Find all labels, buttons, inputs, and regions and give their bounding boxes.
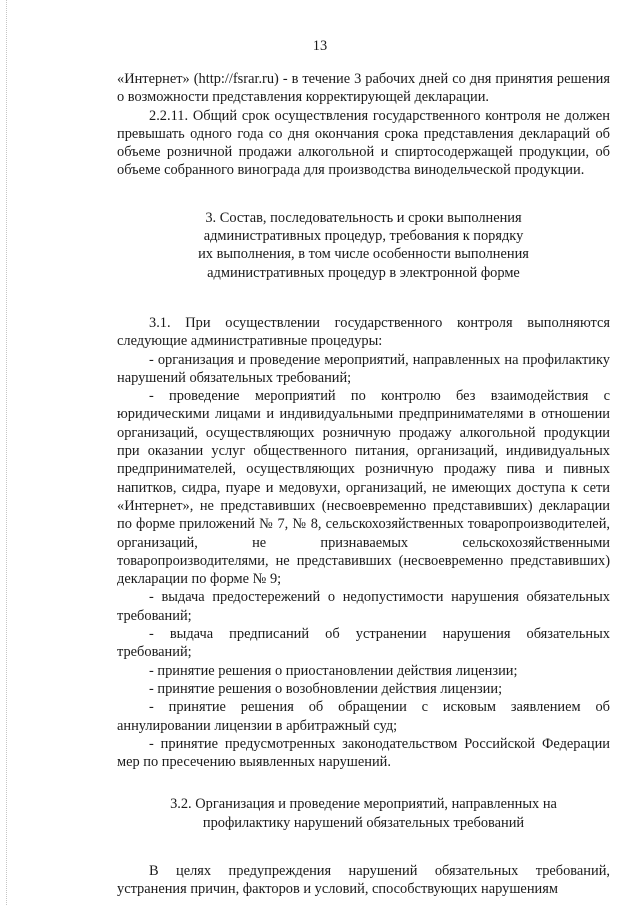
list-item: - выдача предостережений о недопустимости нарушения обязательных требований; bbox=[117, 589, 610, 624]
heading-line: их выполнения, в том числе особенности выполнения bbox=[198, 246, 529, 263]
scan-edge bbox=[6, 0, 7, 905]
heading-line: административных процедур в электронной форме bbox=[207, 264, 520, 281]
list-item: - принятие решения об обращении с исковым заявлением об аннулировании лицензии в арбитражный суд; bbox=[117, 699, 610, 734]
section-3-heading bbox=[117, 209, 610, 282]
list-item: - организация и проведение мероприятий, направленных на профилактику нарушений обязательных требований; bbox=[117, 351, 610, 386]
document-body bbox=[117, 70, 610, 899]
section-3-2-heading bbox=[117, 795, 610, 832]
list-item: - выдача предписаний об устранении нарушения обязательных требований; bbox=[117, 626, 610, 661]
list-item: - принятие предусмотренных законодательством Российской Федерации мер по пресечению выявленных нарушений. bbox=[117, 735, 610, 771]
procedures-list bbox=[117, 351, 610, 772]
paragraph-3-2-body: В целях предупреждения нарушений обязательных требований, устранения причин, факторов и условий, способствующих нарушениям bbox=[117, 862, 610, 898]
list-item: - принятие решения о возобновлении действия лицензии; bbox=[149, 680, 503, 697]
heading-line: 3.2. Организация и проведение мероприятий, направленных на bbox=[170, 796, 557, 813]
paragraph-3-1-intro: 3.1. При осуществлении государственного контроля выполняются следующие административные процедуры: bbox=[117, 314, 610, 350]
paragraph-continuation: «Интернет» (http://fsrar.ru) - в течение 3 рабочих дней со дня принятия решения о возможности представления корректирующей декларации. bbox=[117, 71, 610, 106]
list-item: - принятие решения о приостановлении действия лицензии; bbox=[149, 662, 518, 679]
heading-line: 3. Состав, последовательность и сроки выполнения bbox=[205, 209, 522, 226]
heading-line: профилактику нарушений обязательных требований bbox=[202, 814, 525, 831]
heading-line: административных процедур, требования к порядку bbox=[203, 228, 524, 245]
paragraph-2-2-11: 2.2.11. Общий срок осуществления государственного контроля не должен превышать одного года со дня окончания срока представления деклараций об объеме розничной продажи алкогольной и спиртосодержащей продукции, об объеме собранного винограда для производства винодельческой продукции. bbox=[117, 107, 610, 179]
page-number: 13 bbox=[312, 38, 328, 54]
list-item: - проведение мероприятий по контролю без взаимодействия с юридическими лицами и индивидуальными предпринимателями в отношении организаций, осуществляющих розничную продажу алкогольной продукции при оказании услуг общественного питания, организаций, индивидуальных предпринимателей, осуществляющих розничную продажу пива и пивных напитков, сидра, пуаре и медовухи, организаций, не имеющих доступа к сети «Интернет», не представивших (несвоевременно представивших) декларации по форме приложений № 7, № 8, сельскохозяйственных товаропроизводителей, организаций, не признаваемых сельскохозяйственными товаропроизводителями, не представивших (несвоевременно представивших) декларации по форме № 9; bbox=[117, 388, 610, 588]
